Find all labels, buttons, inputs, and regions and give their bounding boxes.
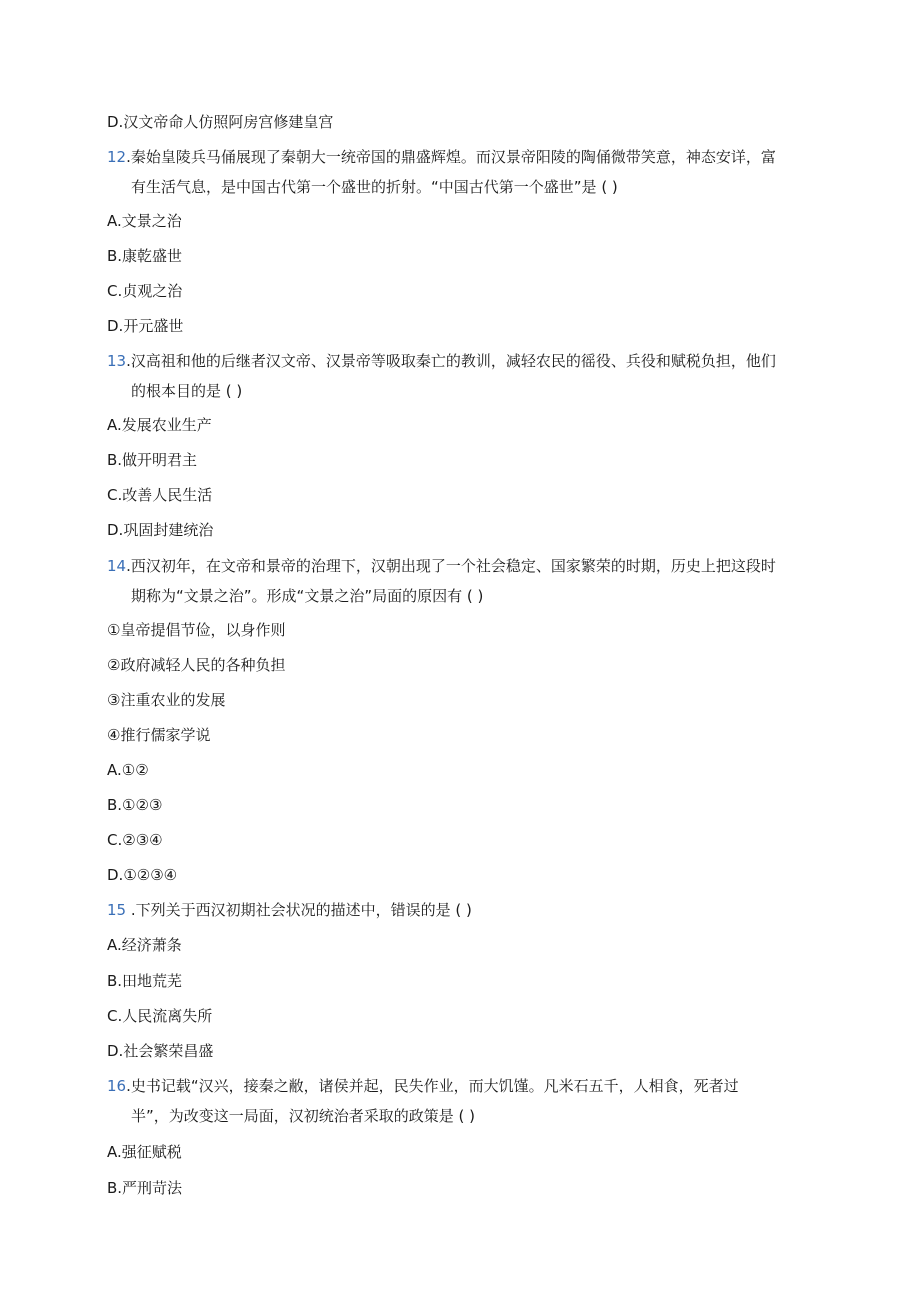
q14-statement-1: ①皇帝提倡节俭，以身作则 (107, 621, 286, 639)
question-number: 14 (107, 557, 127, 575)
question-16 (107, 1076, 739, 1096)
q15-option-d: D.社会繁荣昌盛 (107, 1042, 214, 1060)
question-13 (107, 351, 776, 371)
q14-option-b: B.①②③ (107, 796, 163, 814)
question-12-cont: 有生活气息，是中国古代第一个盛世的折射。“中国古代第一个盛世”是 ( ) (131, 178, 618, 196)
q16-option-a: A.强征赋税 (107, 1143, 182, 1161)
q15-option-a: A.经济萧条 (107, 936, 182, 954)
q15-option-b: B.田地荒芜 (107, 972, 183, 990)
question-text: .下列关于西汉初期社会状况的描述中，错误的是 ( ) (126, 901, 472, 919)
question-text: .汉高祖和他的后继者汉文帝、汉景帝等吸取秦亡的教训，减轻农民的徭役、兵役和赋税负担，他们 (126, 352, 776, 370)
question-number: 13 (107, 352, 127, 370)
question-text: .秦始皇陵兵马俑展现了秦朝大一统帝国的鼎盛辉煌。而汉景帝阳陵的陶俑微带笑意，神态安详，富 (126, 148, 776, 166)
q12-option-a: A.文景之治 (107, 212, 182, 230)
q14-statement-4: ④推行儒家学说 (107, 726, 211, 744)
q14-statement-2: ②政府减轻人民的各种负担 (107, 656, 286, 674)
q14-statement-3: ③注重农业的发展 (107, 691, 226, 709)
q12-option-b: B.康乾盛世 (107, 247, 183, 265)
question-14 (107, 556, 776, 576)
q13-option-d: D.巩固封建统治 (107, 521, 214, 539)
q12-option-c: C.贞观之治 (107, 282, 183, 300)
q15-option-c: C.人民流离失所 (107, 1007, 213, 1025)
q14-option-c: C.②③④ (107, 831, 163, 849)
question-12 (107, 147, 776, 167)
question-number: 16 (107, 1077, 127, 1095)
question-text: .史书记载“汉兴，接秦之敝，诸侯并起，民失作业，而大饥馑。凡米石五千，人相食，死者过 (126, 1077, 739, 1095)
q13-option-c: C.改善人民生活 (107, 486, 213, 504)
question-14-cont: 期称为“文景之治”。形成“文景之治”局面的原因有 ( ) (131, 587, 484, 605)
q14-option-a: A.①② (107, 761, 149, 779)
question-13-cont: 的根本目的是 ( ) (131, 382, 243, 400)
prev-option-d: D.汉文帝命人仿照阿房宫修建皇宫 (107, 113, 334, 131)
q13-option-b: B.做开明君主 (107, 451, 198, 469)
q13-option-a: A.发展农业生产 (107, 416, 212, 434)
question-15 (107, 900, 472, 920)
q16-option-b: B.严刑苛法 (107, 1179, 183, 1197)
question-16-cont: 半”，为改变这一局面，汉初统治者采取的政策是 ( ) (131, 1107, 476, 1125)
question-number: 15 (107, 901, 127, 919)
q14-option-d: D.①②③④ (107, 866, 178, 884)
question-text: .西汉初年，在文帝和景帝的治理下，汉朝出现了一个社会稳定、国家繁荣的时期，历史上把这段时 (126, 557, 776, 575)
question-number: 12 (107, 148, 127, 166)
q12-option-d: D.开元盛世 (107, 317, 184, 335)
